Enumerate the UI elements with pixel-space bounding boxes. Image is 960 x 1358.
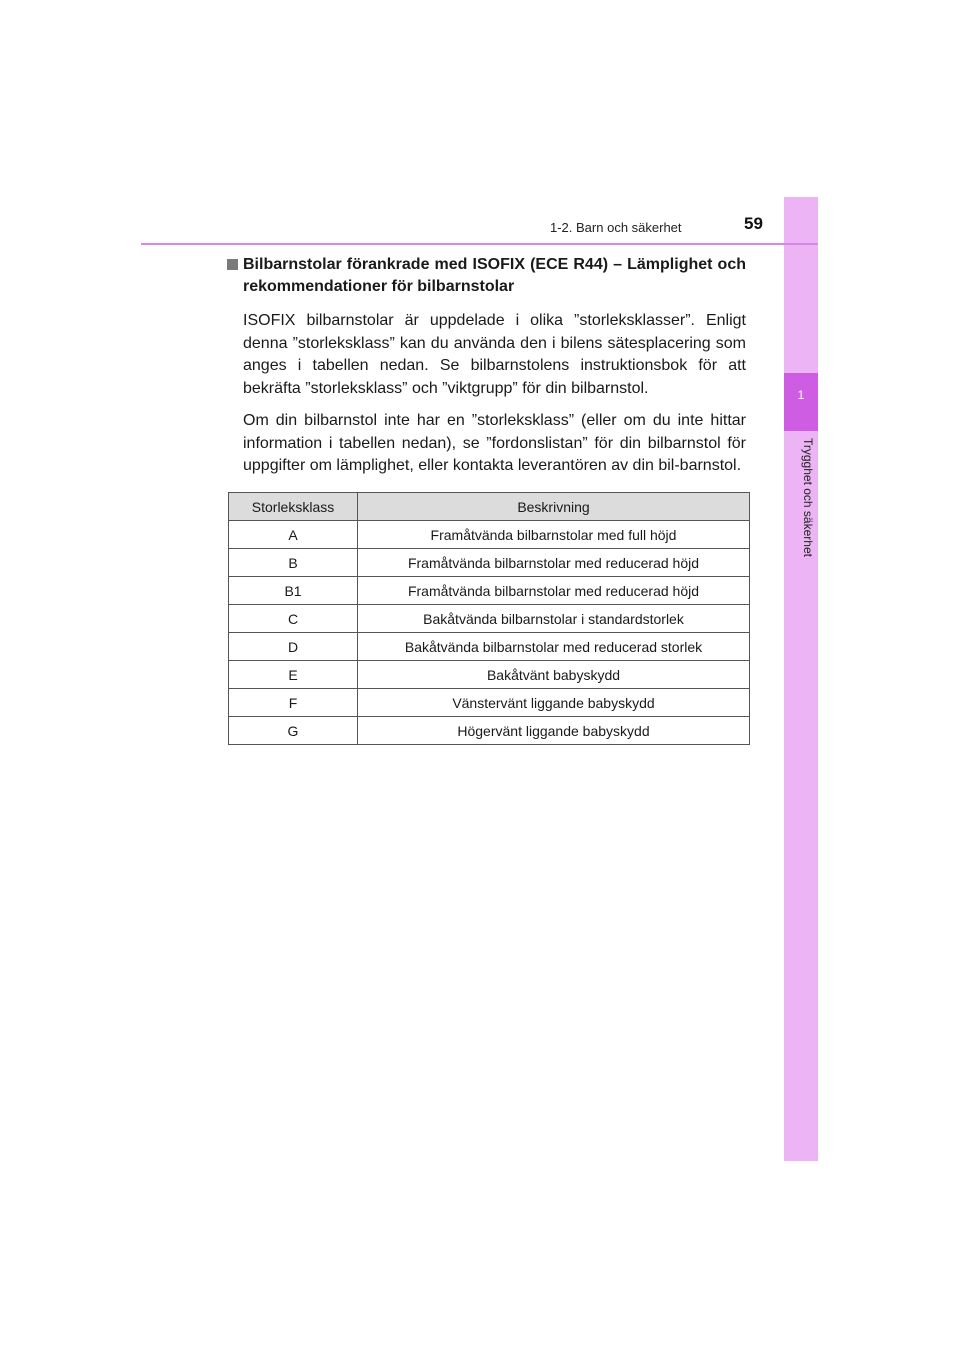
table-row xyxy=(229,521,750,549)
description-cell: Framåtvända bilbarnstolar med reducerad höjd xyxy=(358,577,750,605)
section-heading-text: Bilbarnstolar förankrade med ISOFIX (ECE R44) – Lämplighet och rekommendationer för bilbarnstolar xyxy=(243,256,746,295)
chapter-title: Trygghet och säkerhet xyxy=(801,438,815,557)
table-row xyxy=(229,717,750,745)
size-class-cell: D xyxy=(229,633,358,661)
header-description: Beskrivning xyxy=(358,493,750,521)
chapter-side-tab-active[interactable] xyxy=(784,373,818,431)
description-cell: Bakåtvända bilbarnstolar med reducerad storlek xyxy=(358,633,750,661)
table-row xyxy=(229,661,750,689)
size-class-cell: C xyxy=(229,605,358,633)
description-cell: Framåtvända bilbarnstolar med full höjd xyxy=(358,521,750,549)
square-bullet-icon xyxy=(227,259,238,270)
size-class-cell: F xyxy=(229,689,358,717)
description-cell: Bakåtvända bilbarnstolar i standardstorlek xyxy=(358,605,750,633)
size-class-table xyxy=(228,492,750,745)
size-class-cell: G xyxy=(229,717,358,745)
description-cell: Framåtvända bilbarnstolar med reducerad höjd xyxy=(358,549,750,577)
description-cell: Bakåtvänt babyskydd xyxy=(358,661,750,689)
paragraph-2: Om din bilbarnstol inte har en ”storleksklass” (eller om du inte hittar information i tabellen nedan), se ”fordonslistan” för din bilbarnstol för uppgifter om lämplighet, eller kontakta leverantören av din bil-barnstol. xyxy=(243,412,746,474)
paragraph-1: ISOFIX bilbarnstolar är uppdelade i olika ”storleksklasser”. Enligt denna ”storleksklass” kan du använda den i bilens sätesplacering som anges i tabellen nedan. Se bilbarnstolens instruktionsbok för att bekräfta ”storleksklass” och ”viktgrupp” för din bilbarnstol. xyxy=(243,312,746,397)
chapter-side-tab xyxy=(784,197,818,1161)
size-class-cell: E xyxy=(229,661,358,689)
table-row xyxy=(229,549,750,577)
size-class-cell: B1 xyxy=(229,577,358,605)
running-header-section: 1-2. Barn och säkerhet xyxy=(550,220,682,235)
size-class-cell: B xyxy=(229,549,358,577)
page-number: 59 xyxy=(744,214,763,233)
size-class-cell: A xyxy=(229,521,358,549)
chapter-number: 1 xyxy=(797,388,805,402)
description-cell: Vänstervänt liggande babyskydd xyxy=(358,689,750,717)
table-row xyxy=(229,633,750,661)
table-header-row xyxy=(229,493,750,521)
table-row xyxy=(229,689,750,717)
header-size-class: Storleksklass xyxy=(229,493,358,521)
isofix-section xyxy=(227,254,746,478)
section-heading xyxy=(227,254,746,298)
table-row xyxy=(229,605,750,633)
description-cell: Högervänt liggande babyskydd xyxy=(358,717,750,745)
table-row xyxy=(229,577,750,605)
header-rule xyxy=(141,243,818,245)
